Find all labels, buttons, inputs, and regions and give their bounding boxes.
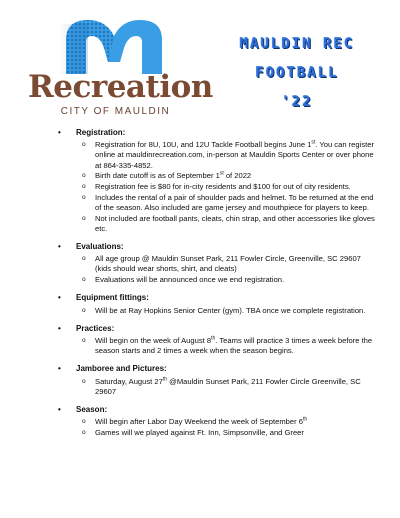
section: [58, 242, 378, 285]
section-heading: [58, 324, 378, 334]
section-heading: [58, 364, 378, 374]
item-text-continued: @Mauldin Sunset Park, 211 Fowler Circle Greenville, SC 29607: [95, 376, 361, 396]
page-title: [222, 30, 372, 117]
ordinal-suffix: th: [162, 376, 167, 383]
list-item: [58, 417, 378, 427]
item-text-continued: . Teams will practice 3 times a week before the season starts and 2 times a week when the season begins.: [95, 335, 373, 356]
bullet-icon: •: [58, 364, 61, 374]
header: [0, 0, 400, 120]
bullet-icon: •: [58, 404, 61, 414]
item-text: Will begin on the week of August 8: [95, 335, 212, 345]
circle-bullet-icon: o: [82, 172, 86, 180]
section-heading-text: Season:: [76, 404, 108, 414]
item-text: Includes the rental of a pair of shoulder pads and helmet. To be returned at the end of the season. Also included are game jersey and mouthpiece for players to keep.: [95, 192, 374, 212]
circle-bullet-icon: o: [82, 214, 86, 222]
ordinal-suffix: th: [211, 335, 216, 342]
section-heading-text: Evaluations:: [76, 242, 124, 252]
circle-bullet-icon: o: [82, 377, 86, 385]
section: [58, 324, 378, 357]
section: [58, 293, 378, 315]
list-item: [58, 336, 378, 356]
info-list: [58, 128, 378, 446]
bullet-icon: •: [58, 242, 61, 252]
section: [58, 364, 378, 397]
list-item: [58, 193, 378, 213]
circle-bullet-icon: o: [82, 428, 86, 436]
title-line: '22: [281, 94, 313, 110]
list-item: [58, 171, 378, 181]
section: [58, 128, 378, 234]
ordinal-suffix: st: [219, 170, 224, 177]
title-line: MAULDIN REC: [239, 36, 355, 52]
bullet-icon: •: [58, 128, 61, 137]
section-heading-text: Practices:: [76, 323, 115, 333]
section-heading: [58, 242, 378, 252]
circle-bullet-icon: o: [82, 306, 86, 314]
list-item: [58, 140, 378, 171]
section-heading-text: Registration:: [76, 128, 126, 137]
circle-bullet-icon: o: [82, 336, 86, 344]
circle-bullet-icon: o: [82, 418, 86, 426]
list-item: [58, 377, 378, 397]
ordinal-suffix: th: [302, 416, 308, 423]
item-text: Evaluations will be announced once we end registration.: [95, 275, 285, 285]
circle-bullet-icon: o: [82, 255, 86, 263]
item-text-continued: . You can register online at mauldinrecreation.com, in-person at Mauldin Sports Center or over phone at 864-335-4852.: [95, 140, 374, 170]
section: [58, 405, 378, 438]
circle-bullet-icon: o: [82, 276, 86, 284]
list-item: [58, 428, 378, 438]
item-text: Registration for 8U, 10U, and 12U Tackle Football begins June 1: [95, 140, 312, 150]
item-text: Saturday, August 27: [95, 376, 163, 386]
item-text: Games will we played against Ft. Inn, Simpsonville, and Greer: [95, 427, 304, 437]
section-heading-text: Equipment fittings:: [76, 293, 149, 303]
bullet-icon: •: [58, 293, 61, 303]
item-text: Not included are football pants, cleats, chin strap, and other accessories like gloves etc.: [95, 213, 375, 233]
circle-bullet-icon: o: [82, 141, 86, 149]
logo-wordmark: Recreation: [28, 69, 213, 105]
circle-bullet-icon: o: [82, 193, 86, 201]
item-text: Will begin after Labor Day Weekend the week of September 6: [95, 417, 303, 427]
list-item: [58, 254, 378, 274]
section-heading: [58, 293, 378, 303]
list-item: [58, 275, 378, 285]
logo-city: CITY OF MAULDIN: [60, 106, 171, 117]
section-heading: [58, 405, 378, 415]
item-text-continued: of 2022: [223, 171, 252, 181]
list-item: [58, 214, 378, 234]
title-line: FOOTBALL: [255, 65, 339, 81]
list-item: [58, 306, 378, 316]
item-text: Registration fee is $80 for in-city residents and $100 for out of city residents.: [95, 182, 351, 192]
mauldin-m-logo-icon: [58, 14, 176, 76]
circle-bullet-icon: o: [82, 183, 86, 191]
item-text: Birth date cutoff is as of September 1: [95, 171, 220, 181]
recreation-logo: [28, 14, 213, 118]
item-text: All age group @ Mauldin Sunset Park, 211 Fowler Circle, Greenville, SC 29607 (kids should wear shorts, shirt, and cleats): [95, 254, 361, 274]
list-item: [58, 182, 378, 192]
bullet-icon: •: [58, 323, 61, 333]
item-text: Will be at Ray Hopkins Senior Center (gym). TBA once we complete registration.: [95, 305, 366, 315]
section-heading: [58, 128, 378, 138]
ordinal-suffix: st: [311, 139, 316, 146]
section-heading-text: Jamboree and Pictures:: [76, 364, 167, 374]
